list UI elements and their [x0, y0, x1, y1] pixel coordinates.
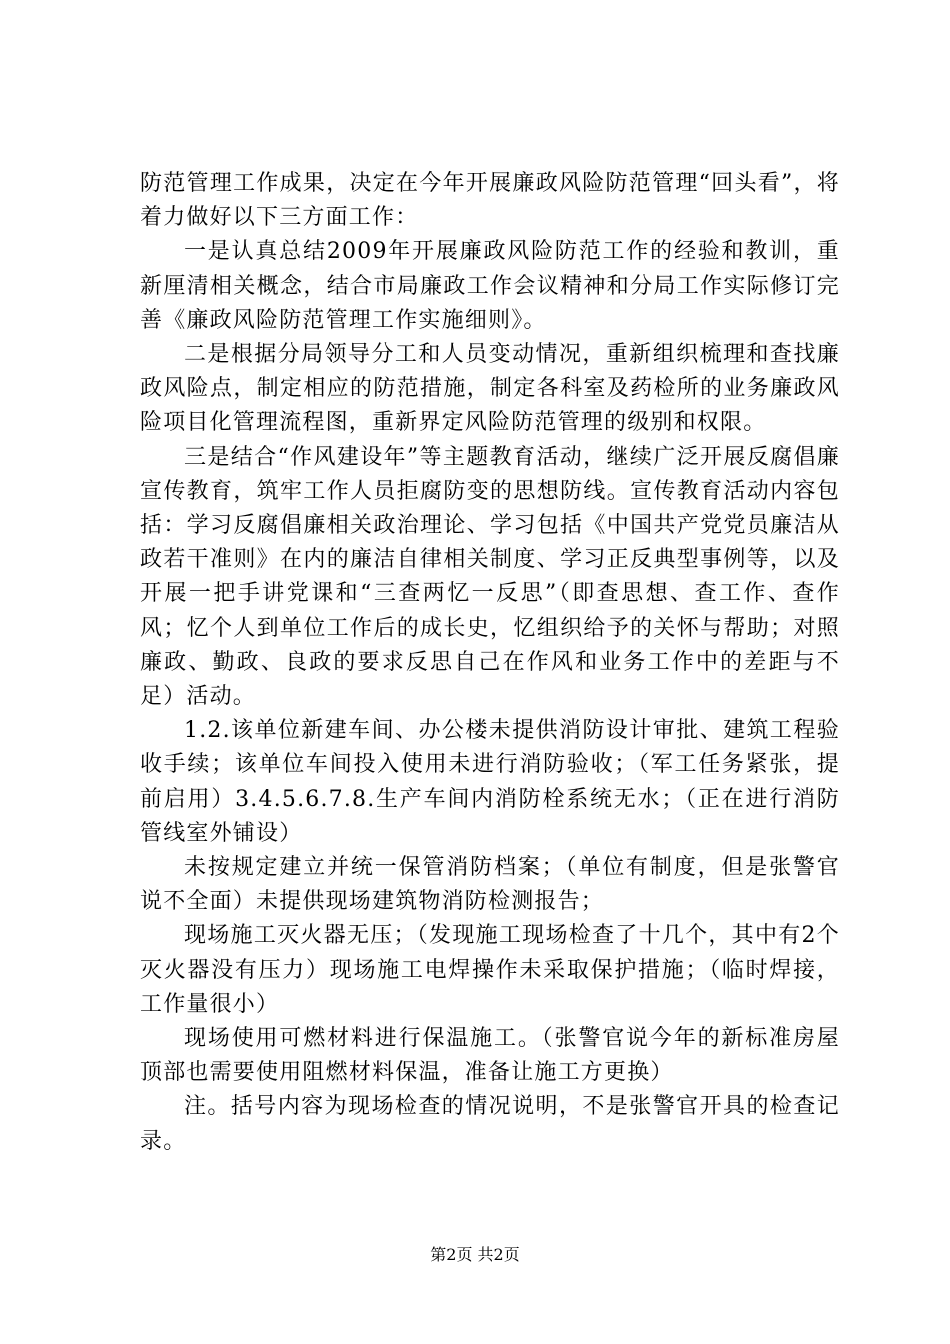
page-number: 第2页 共2页 — [430, 1245, 520, 1264]
paragraph-note: 注。括号内容为现场检查的情况说明，不是张警官开具的检查记录。 — [140, 1094, 840, 1154]
paragraph-inspection-list: 1.2.该单位新建车间、办公楼未提供消防设计审批、建筑工程验收手续；该单位车间投入使用未进行消防验收；（军工任务紧张，提前启用）3.4.5.6.7.8.生产车间内消防栓系统无水；（正在进行消防管线室外铺设） — [140, 718, 840, 846]
paragraph-continuation: 防范管理工作成果，决定在今年开展廉政风险防范管理“回头看”，将着力做好以下三方面工作： — [140, 171, 840, 231]
paragraph-item-two: 二是根据分局领导分工和人员变动情况，重新组织梳理和查找廉政风险点，制定相应的防范措施，制定各科室及药检所的业务廉政风险项目化管理流程图，重新界定风险防范管理的级别和权限。 — [140, 342, 840, 436]
paragraph-fire-archive: 未按规定建立并统一保管消防档案；（单位有制度，但是张警官说不全面）未提供现场建筑物消防检测报告； — [140, 855, 840, 915]
paragraph-insulation: 现场使用可燃材料进行保温施工。（张警官说今年的新标准房屋顶部也需要使用阻燃材料保温，准备让施工方更换） — [140, 1026, 840, 1086]
paragraph-item-one: 一是认真总结2009年开展廉政风险防范工作的经验和教训，重新厘清相关概念，结合市局廉政工作会议精神和分局工作实际修订完善《廉政风险防范管理工作实施细则》。 — [140, 239, 840, 333]
paragraph-extinguisher: 现场施工灭火器无压；（发现施工现场检查了十几个，其中有2个灭火器没有压力）现场施工电焊操作未采取保护措施；（临时焊接，工作量很小） — [140, 923, 840, 1017]
document-body — [140, 167, 840, 1159]
paragraph-item-three: 三是结合“作风建设年”等主题教育活动，继续广泛开展反腐倡廉宣传教育，筑牢工作人员拒腐防变的思想防线。宣传教育活动内容包括：学习反腐倡廉相关政治理论、学习包括《中国共产党党员廉洁从政若干准则》在内的廉洁自律相关制度、学习正反典型事例等，以及开展一把手讲党课和“三查两忆一反思”（即查思想、查工作、查作风；忆个人到单位工作后的成长史，忆组织给予的关怀与帮助；对照廉政、勤政、良政的要求反思自己在作风和业务工作中的差距与不足）活动。 — [140, 444, 840, 710]
